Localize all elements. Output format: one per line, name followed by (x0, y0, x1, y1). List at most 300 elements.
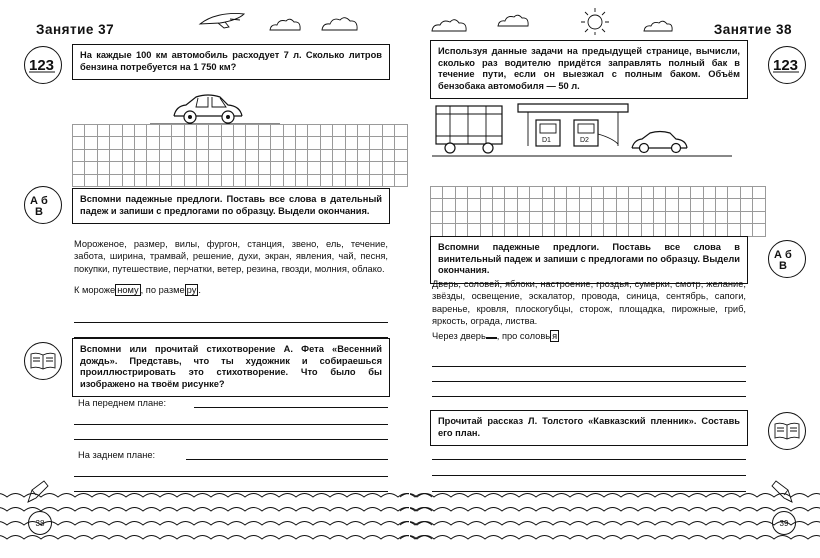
grid-cell[interactable] (357, 149, 369, 161)
grid-cell[interactable] (122, 162, 134, 174)
grid-cell[interactable] (443, 224, 455, 236)
grid-cell[interactable] (159, 125, 171, 137)
grid-cell[interactable] (455, 199, 467, 211)
grid-cell[interactable] (431, 211, 443, 223)
grid-cell[interactable] (73, 125, 85, 137)
grid-cell[interactable] (740, 199, 752, 211)
grid-cell[interactable] (345, 149, 357, 161)
grid-cell[interactable] (505, 224, 517, 236)
grid-cell[interactable] (320, 137, 332, 149)
task-2-right-wordlist: Дверь, соловей, яблоки, настроение, гроздья, сумерки, смотр, желание, звёзды, освещение, эскалатор, провода, синица, сентябрь, сапоги, варенье, кровля, плоскогубцы, сторож, площадка, пирожные, гриб, яркость, ограда, листва. (432, 279, 746, 327)
grid-cell[interactable] (567, 224, 579, 236)
grid-cell[interactable] (258, 137, 270, 149)
grid-cell[interactable] (579, 224, 591, 236)
grid-cell[interactable] (345, 137, 357, 149)
grid-cell[interactable] (753, 211, 765, 223)
badge-language-left (24, 186, 62, 224)
grid-cell[interactable] (370, 149, 382, 161)
grid-cell[interactable] (370, 162, 382, 174)
grid-cell[interactable] (159, 137, 171, 149)
grid-cell[interactable] (184, 174, 196, 186)
grid-cell[interactable] (455, 224, 467, 236)
grid-cell[interactable] (258, 162, 270, 174)
grid-cell[interactable] (505, 187, 517, 199)
grid-cell[interactable] (283, 149, 295, 161)
grid-cell[interactable] (678, 199, 690, 211)
grid-cell[interactable] (97, 125, 109, 137)
grid-cell[interactable] (234, 137, 246, 149)
grid-cell[interactable] (308, 162, 320, 174)
grid-cell[interactable] (234, 149, 246, 161)
grid-cell[interactable] (530, 199, 542, 211)
grid-cell[interactable] (296, 174, 308, 186)
grid-cell[interactable] (691, 211, 703, 223)
grid-cell[interactable] (654, 199, 666, 211)
grid-cell[interactable] (431, 224, 443, 236)
writing-line-background-1[interactable] (186, 448, 388, 460)
wave-line (400, 508, 820, 512)
grid-cell[interactable] (357, 125, 369, 137)
grid-cell[interactable] (73, 149, 85, 161)
grid-cell[interactable] (97, 137, 109, 149)
ending-box-1 (486, 337, 497, 339)
grid-cell[interactable] (480, 211, 492, 223)
grid-cell[interactable] (629, 199, 641, 211)
grid-cell[interactable] (196, 149, 208, 161)
grid-cell[interactable] (308, 149, 320, 161)
grid-cell[interactable] (517, 187, 529, 199)
grid-cell[interactable] (666, 199, 678, 211)
svg-text:D2: D2 (580, 137, 589, 144)
grid-cell[interactable] (641, 211, 653, 223)
grid-row (431, 199, 766, 211)
grid-cell[interactable] (196, 125, 208, 137)
grid-cell[interactable] (234, 162, 246, 174)
grid-cell[interactable] (579, 199, 591, 211)
grid-cell[interactable] (97, 162, 109, 174)
grid-cell[interactable] (296, 162, 308, 174)
grid-cell[interactable] (480, 224, 492, 236)
example-mid: , по разме (140, 285, 185, 295)
grid-cell[interactable] (85, 125, 97, 137)
grid-cell[interactable] (122, 174, 134, 186)
grid-cell[interactable] (554, 224, 566, 236)
grid-cell[interactable] (333, 149, 345, 161)
abv-letters-icon (773, 246, 801, 272)
grid-cell[interactable] (431, 199, 443, 211)
example-mid: , про соловь (496, 331, 551, 341)
grid-cell[interactable] (517, 224, 529, 236)
grid-cell[interactable] (345, 162, 357, 174)
grid-cell[interactable] (678, 211, 690, 223)
grid-cell[interactable] (492, 187, 504, 199)
grid-cell[interactable] (234, 174, 246, 186)
grid-cell[interactable] (530, 187, 542, 199)
grid-cell[interactable] (554, 199, 566, 211)
grid-cell[interactable] (184, 162, 196, 174)
grid-cell[interactable] (654, 187, 666, 199)
grid-cell[interactable] (616, 224, 628, 236)
grid-cell[interactable] (85, 174, 97, 186)
svg-text:б: б (41, 195, 48, 207)
grid-cell[interactable] (147, 149, 159, 161)
grid-cell[interactable] (715, 211, 727, 223)
task-2-right: Вспомни падежные предлоги. Поставь все слова в винительный падеж и запиши с предлогами по образцу. Выдели окончания. (430, 236, 748, 284)
grid-cell[interactable] (592, 187, 604, 199)
grid-cell[interactable] (567, 199, 579, 211)
grid-cell[interactable] (333, 137, 345, 149)
page-gutter (409, 0, 410, 553)
svg-text:D1: D1 (542, 137, 551, 144)
abv-letters-icon (29, 192, 57, 218)
grid-cell[interactable] (753, 224, 765, 236)
cloud-decoration-icon (496, 14, 536, 33)
task-1-left: На каждые 100 км автомобиль расходует 7 л. Сколько литров бензина потребуется на 1 750 км? (72, 44, 390, 80)
grid-cell[interactable] (209, 149, 221, 161)
grid-cell[interactable] (283, 125, 295, 137)
grid-cell[interactable] (517, 199, 529, 211)
grid-row (431, 187, 766, 199)
grid-cell[interactable] (320, 149, 332, 161)
grid-cell[interactable] (382, 174, 394, 186)
grid-cell[interactable] (517, 211, 529, 223)
grid-cell[interactable] (110, 162, 122, 174)
grid-cell[interactable] (159, 162, 171, 174)
grid-cell[interactable] (271, 137, 283, 149)
grid-cell[interactable] (604, 211, 616, 223)
svg-text:б: б (785, 249, 792, 261)
grid-cell[interactable] (616, 211, 628, 223)
grid-cell[interactable] (616, 199, 628, 211)
grid-cell[interactable] (753, 199, 765, 211)
grid-cell[interactable] (740, 224, 752, 236)
grid-cell[interactable] (333, 174, 345, 186)
grid-cell[interactable] (246, 149, 258, 161)
cloud-decoration-icon (430, 18, 474, 38)
wave-line (400, 536, 820, 540)
grid-cell[interactable] (654, 224, 666, 236)
grid-cell[interactable] (246, 137, 258, 149)
grid-cell[interactable] (728, 187, 740, 199)
grid-cell[interactable] (740, 211, 752, 223)
grid-cell[interactable] (382, 125, 394, 137)
grid-cell[interactable] (221, 162, 233, 174)
answer-grid-right[interactable] (430, 186, 766, 237)
svg-text:123: 123 (29, 57, 55, 74)
grid-cell[interactable] (370, 125, 382, 137)
grid-cell[interactable] (616, 187, 628, 199)
grid-cell[interactable] (134, 125, 146, 137)
grid-cell[interactable] (715, 187, 727, 199)
grid-cell[interactable] (296, 137, 308, 149)
grid-cell[interactable] (333, 162, 345, 174)
grid-cell[interactable] (604, 199, 616, 211)
grid-cell[interactable] (85, 162, 97, 174)
open-book-icon (30, 351, 56, 371)
grid-cell[interactable] (320, 174, 332, 186)
grid-cell[interactable] (443, 199, 455, 211)
grid-cell[interactable] (73, 162, 85, 174)
numbers-123-icon (772, 53, 802, 77)
grid-cell[interactable] (443, 187, 455, 199)
grid-cell[interactable] (431, 187, 443, 199)
grid-cell[interactable] (592, 211, 604, 223)
grid-cell[interactable] (604, 224, 616, 236)
grid-cell[interactable] (283, 162, 295, 174)
grid-cell[interactable] (296, 149, 308, 161)
grid-cell[interactable] (172, 137, 184, 149)
grid-cell[interactable] (134, 149, 146, 161)
grid-cell[interactable] (382, 149, 394, 161)
grid-cell[interactable] (542, 199, 554, 211)
grid-cell[interactable] (159, 149, 171, 161)
grid-cell[interactable] (480, 187, 492, 199)
grid-cell[interactable] (753, 187, 765, 199)
grid-cell[interactable] (395, 137, 407, 149)
grid-cell[interactable] (357, 137, 369, 149)
svg-text:А: А (774, 249, 782, 261)
grid-cell[interactable] (382, 162, 394, 174)
grid-cell[interactable] (715, 199, 727, 211)
grid-cell[interactable] (134, 162, 146, 174)
wave-line (0, 536, 432, 540)
grid-cell[interactable] (492, 199, 504, 211)
grid-cell[interactable] (395, 149, 407, 161)
grid-cell[interactable] (234, 125, 246, 137)
grid-cell[interactable] (357, 174, 369, 186)
grid-cell[interactable] (468, 199, 480, 211)
grid-cell[interactable] (320, 125, 332, 137)
grid-cell[interactable] (567, 211, 579, 223)
grid-cell[interactable] (629, 211, 641, 223)
task-2-right-example (432, 330, 746, 342)
grid-cell[interactable] (554, 187, 566, 199)
grid-cell[interactable] (530, 211, 542, 223)
gas-station-illustration (432, 96, 732, 173)
grid-cell[interactable] (246, 174, 258, 186)
grid-cell[interactable] (172, 162, 184, 174)
grid-cell[interactable] (172, 125, 184, 137)
grid-cell[interactable] (703, 187, 715, 199)
right-lesson-title: Занятие 38 (713, 22, 792, 37)
grid-cell[interactable] (172, 174, 184, 186)
grid-cell[interactable] (209, 162, 221, 174)
grid-cell[interactable] (134, 174, 146, 186)
grid-cell[interactable] (542, 224, 554, 236)
grid-cell[interactable] (443, 211, 455, 223)
grid-cell[interactable] (579, 187, 591, 199)
grid-cell[interactable] (666, 224, 678, 236)
grid-cell[interactable] (110, 149, 122, 161)
grid-cell[interactable] (728, 211, 740, 223)
grid-cell[interactable] (728, 224, 740, 236)
grid-cell[interactable] (480, 199, 492, 211)
grid-row (73, 137, 408, 149)
grid-cell[interactable] (97, 149, 109, 161)
open-book-icon (774, 421, 800, 441)
grid-cell[interactable] (357, 162, 369, 174)
grid-cell[interactable] (85, 137, 97, 149)
grid-cell[interactable] (209, 174, 221, 186)
grid-cell[interactable] (395, 125, 407, 137)
grid-cell[interactable] (592, 199, 604, 211)
badge-book-left (24, 342, 62, 380)
grid-cell[interactable] (196, 174, 208, 186)
grid-cell[interactable] (196, 137, 208, 149)
wave-line (0, 522, 432, 526)
grid-cell[interactable] (703, 224, 715, 236)
grid-cell[interactable] (134, 137, 146, 149)
grid-cell[interactable] (654, 211, 666, 223)
right-page-number: 39 (772, 511, 796, 535)
writing-line-foreground-1[interactable] (194, 396, 388, 408)
task-2-left-wordlist: Мороженое, размер, вилы, фургон, станция, звено, ель, течение, забота, ширина, трамвай, решение, духи, экран, явления, чай, песня, покупки, путешествие, перчатки, ветер, резина, гвозди, молния, облако. (74, 239, 388, 274)
grid-cell[interactable] (592, 224, 604, 236)
sun-decoration-icon (578, 6, 612, 41)
grid-cell[interactable] (296, 125, 308, 137)
grid-cell[interactable] (468, 224, 480, 236)
grid-cell[interactable] (159, 174, 171, 186)
grid-cell[interactable] (283, 137, 295, 149)
grid-cell[interactable] (147, 162, 159, 174)
grid-cell[interactable] (629, 224, 641, 236)
grid-cell[interactable] (455, 187, 467, 199)
answer-grid-left[interactable] (72, 124, 408, 187)
grid-cell[interactable] (320, 162, 332, 174)
grid-cell[interactable] (73, 174, 85, 186)
grid-cell[interactable] (221, 137, 233, 149)
ending-box-1: ному (117, 285, 139, 295)
example-prefix: К мороже (74, 285, 116, 295)
grid-cell[interactable] (579, 211, 591, 223)
grid-cell[interactable] (691, 224, 703, 236)
grid-cell[interactable] (542, 211, 554, 223)
writing-lines-right-a[interactable] (432, 352, 746, 397)
grid-cell[interactable] (221, 149, 233, 161)
grid-cell[interactable] (147, 125, 159, 137)
grid-cell[interactable] (505, 211, 517, 223)
grid-cell[interactable] (542, 187, 554, 199)
ending-box-2: ру (186, 285, 197, 295)
grid-cell[interactable] (172, 149, 184, 161)
grid-cell[interactable] (73, 137, 85, 149)
grid-cell[interactable] (246, 162, 258, 174)
grid-cell[interactable] (184, 137, 196, 149)
grid-cell[interactable] (85, 149, 97, 161)
grid-cell[interactable] (184, 149, 196, 161)
grid-cell[interactable] (271, 149, 283, 161)
grid-row (431, 211, 766, 223)
writing-lines-left-b[interactable] (74, 410, 388, 440)
grid-cell[interactable] (196, 162, 208, 174)
example-prefix: Через дверь (432, 331, 486, 341)
grid-cell[interactable] (691, 199, 703, 211)
grid-cell[interactable] (395, 162, 407, 174)
grid-cell[interactable] (678, 224, 690, 236)
grid-cell[interactable] (641, 199, 653, 211)
grid-cell[interactable] (370, 137, 382, 149)
grid-cell[interactable] (345, 125, 357, 137)
grid-cell[interactable] (740, 187, 752, 199)
badge-math-right (768, 46, 806, 84)
grid-row (73, 174, 408, 186)
grid-cell[interactable] (492, 224, 504, 236)
grid-cell[interactable] (505, 199, 517, 211)
badge-language-right (768, 240, 806, 278)
left-lesson-title: Занятие 37 (36, 22, 115, 37)
grid-cell[interactable] (110, 137, 122, 149)
grid-cell[interactable] (641, 187, 653, 199)
grid-cell[interactable] (345, 174, 357, 186)
grid-cell[interactable] (271, 162, 283, 174)
grid-cell[interactable] (271, 125, 283, 137)
grid-cell[interactable] (308, 125, 320, 137)
grid-cell[interactable] (122, 125, 134, 137)
grid-cell[interactable] (221, 174, 233, 186)
grid-cell[interactable] (382, 137, 394, 149)
grid-cell[interactable] (641, 224, 653, 236)
grid-cell[interactable] (271, 174, 283, 186)
grid-cell[interactable] (209, 137, 221, 149)
grid-cell[interactable] (703, 211, 715, 223)
grid-cell[interactable] (246, 125, 258, 137)
svg-text:В: В (35, 206, 43, 218)
grid-cell[interactable] (666, 187, 678, 199)
grid-cell[interactable] (468, 187, 480, 199)
grid-cell[interactable] (308, 137, 320, 149)
grid-cell[interactable] (604, 187, 616, 199)
grid-row (73, 162, 408, 174)
grid-cell[interactable] (184, 125, 196, 137)
grid-cell[interactable] (370, 174, 382, 186)
grid-cell[interactable] (209, 125, 221, 137)
grid-cell[interactable] (468, 211, 480, 223)
grid-cell[interactable] (703, 199, 715, 211)
grid-cell[interactable] (147, 137, 159, 149)
grid-cell[interactable] (728, 199, 740, 211)
grid-cell[interactable] (110, 125, 122, 137)
grid-cell[interactable] (147, 174, 159, 186)
grid-cell[interactable] (97, 174, 109, 186)
grid-cell[interactable] (122, 149, 134, 161)
grid-cell[interactable] (221, 125, 233, 137)
svg-text:А: А (30, 195, 38, 207)
grid-cell[interactable] (567, 187, 579, 199)
grid-cell[interactable] (554, 211, 566, 223)
grid-cell[interactable] (258, 149, 270, 161)
grid-cell[interactable] (110, 174, 122, 186)
grid-cell[interactable] (492, 211, 504, 223)
grid-cell[interactable] (258, 174, 270, 186)
wave-line (400, 494, 820, 498)
grid-cell[interactable] (455, 211, 467, 223)
grid-cell[interactable] (629, 187, 641, 199)
grid-cell[interactable] (333, 125, 345, 137)
grid-cell[interactable] (258, 125, 270, 137)
left-page-number: 38 (28, 511, 52, 535)
grid-cell[interactable] (308, 174, 320, 186)
grid-cell[interactable] (666, 211, 678, 223)
grid-cell[interactable] (122, 137, 134, 149)
task-3-left-label-2: На заднем плане: (78, 450, 156, 460)
grid-cell[interactable] (283, 174, 295, 186)
grid-cell[interactable] (715, 224, 727, 236)
grid-cell[interactable] (530, 224, 542, 236)
ending-box-2: я (552, 331, 558, 341)
grid-cell[interactable] (691, 187, 703, 199)
grid-cell[interactable] (678, 187, 690, 199)
grid-cell[interactable] (395, 174, 407, 186)
